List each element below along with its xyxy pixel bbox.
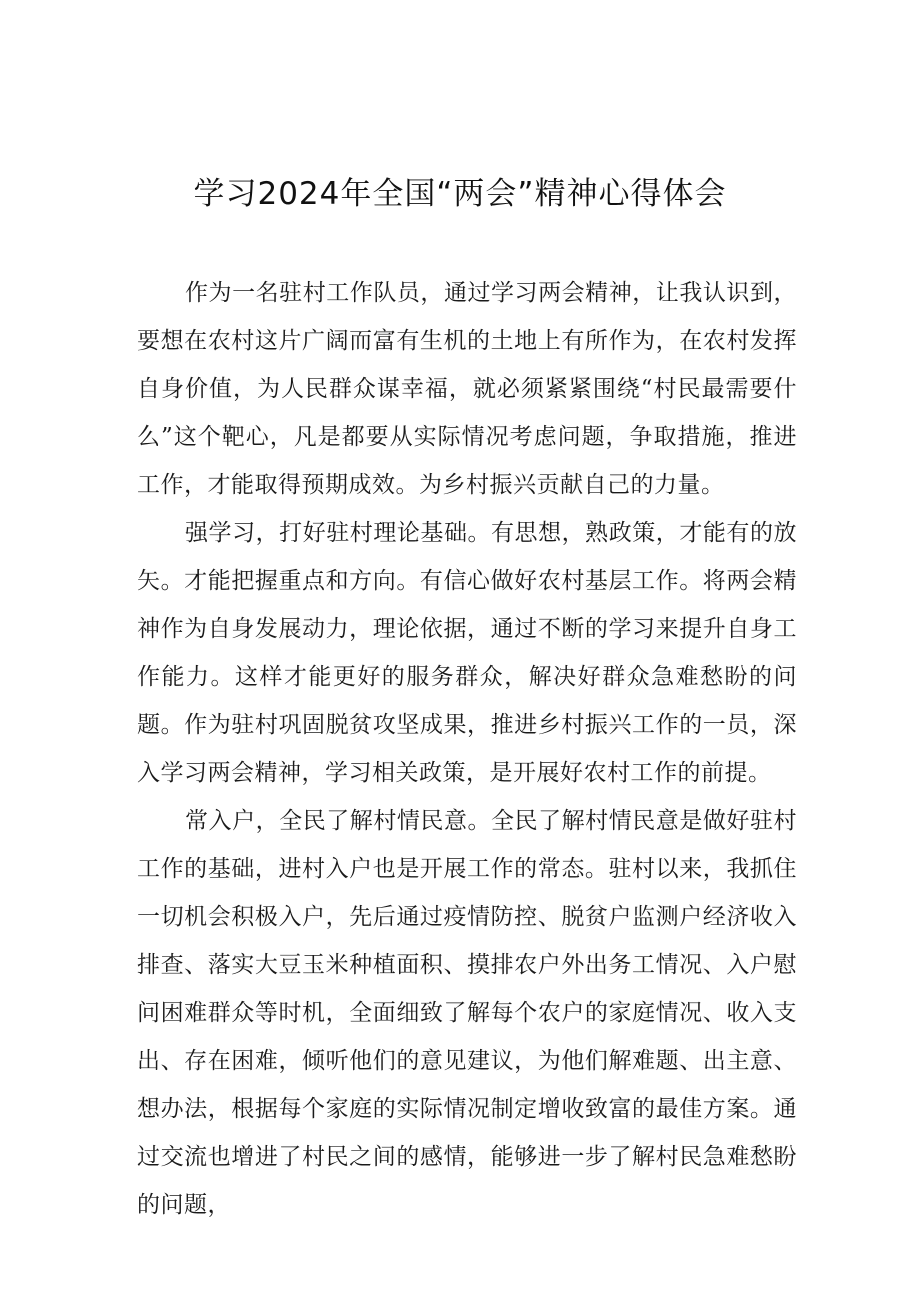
paragraph-1: 作为一名驻村工作队员，通过学习两会精神，让我认识到，要想在农村这片广阔而富有生机的土地上有所作为，在农村发挥自身价值，为人民群众谋幸福，就必须紧紧围绕“村民最需要什么”这个靶心，凡是都要从实际情况考虑问题，争取措施，推进工作，才能取得预期成效。为乡村振兴贡献自己的力量。 (137, 280, 797, 498)
paragraph-2: 强学习，打好驻村理论基础。有思想，熟政策，才能有的放矢。才能把握重点和方向。有信心做好农村基层工作。将两会精神作为自身发展动力，理论依据，通过不断的学习来提升自身工作能力。这样才能更好的服务群众，解决好群众急难愁盼的问题。作为驻村巩固脱贫攻坚成果，推进乡村振兴工作的一员，深入学习两会精神，学习相关政策，是开展好农村工作的前提。 (137, 520, 797, 786)
document-title: 学习2024年全国“两会”精神心得体会 (193, 176, 727, 212)
paragraph-3: 常入户，全民了解村情民意。全民了解村情民意是做好驻村工作的基础，进村入户也是开展工作的常态。驻村以来，我抓住一切机会积极入户，先后通过疫情防控、脱贫户监测户经济收入排查、落实大豆玉米种植面积、摸排农户外出务工情况、入户慰问困难群众等时机，全面细致了解每个农户的家庭情况、收入支出、存在困难，倾听他们的意见建议，为他们解难题、出主意、想办法，根据每个家庭的实际情况制定增收致富的最佳方案。通过交流也增进了村民之间的感情，能够进一步了解村民急难愁盼的问题， (137, 808, 797, 1218)
document-body (137, 269, 797, 1229)
